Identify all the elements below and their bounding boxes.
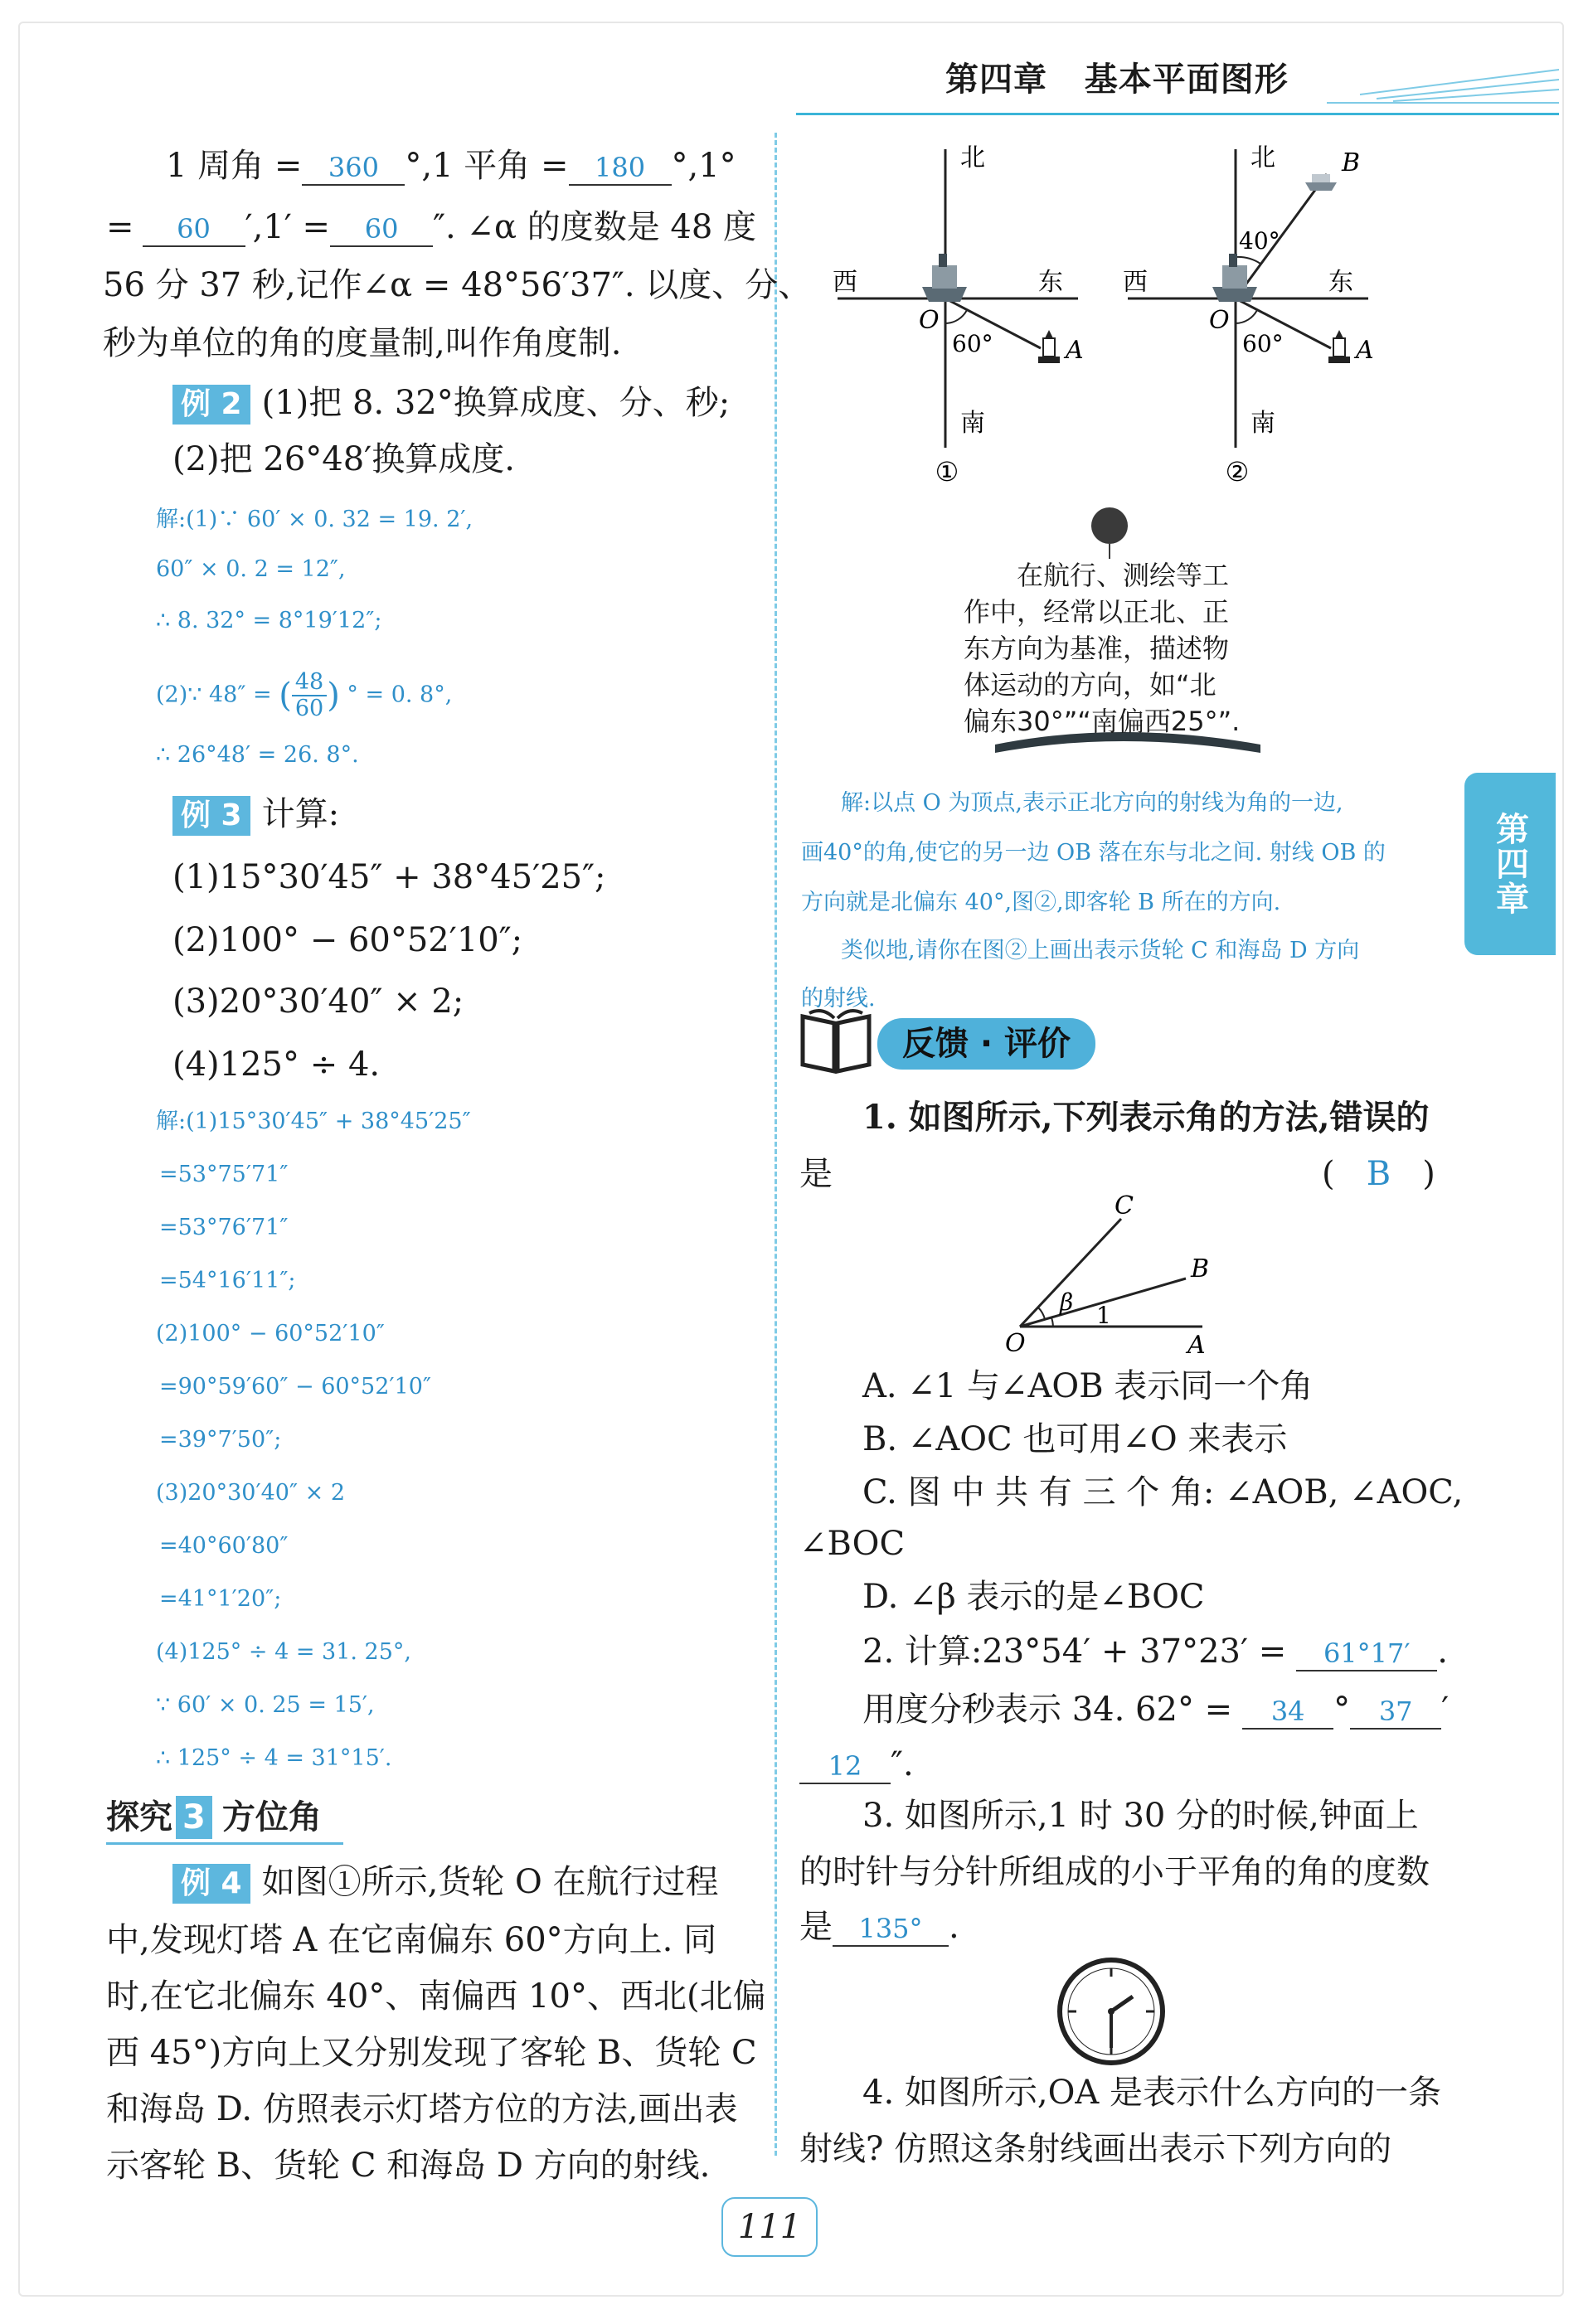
question-2-line-1: 2. 计算:23°54′ + 37°23′ = 61°17′ . — [862, 1633, 1449, 1671]
label-angle-40: 40° — [1239, 227, 1280, 255]
fraction-numerator: 48 — [292, 670, 327, 696]
explore-topic: 方位角 — [221, 1798, 322, 1836]
question-3-line-3: 是 135° . — [799, 1908, 959, 1946]
callout-line: 体运动的方向，如“北 — [964, 669, 1216, 701]
lighthouse-icon — [1328, 330, 1350, 363]
example-4-line-6: 示客轮 B、货轮 C 和海岛 D 方向的射线. — [106, 2147, 711, 2185]
fraction-denominator: 60 — [294, 696, 324, 721]
question-2-line-3: 12 ″. — [799, 1744, 914, 1784]
label-one: 1 — [1096, 1302, 1111, 1329]
example-3-prompt: 例 3 计算: — [172, 794, 339, 836]
example-3-solution-line: =41°1′20″; — [159, 1586, 282, 1612]
example-4-solution-line: 画40°的角,使它的另一边 OB 落在东与北之间. 射线 OB 的 — [801, 840, 1386, 866]
example-2-q2: (2)把 26°48′换算成度. — [172, 440, 515, 478]
example-2-solution-5: ∴ 26°48′ = 26. 8°. — [156, 742, 359, 768]
example-3-solution-line: (2)100° − 60°52′10″ — [156, 1321, 385, 1346]
feedback-title: 反馈 · 评价 — [877, 1018, 1095, 1070]
example-4-solution-line: 解:以点 O 为顶点,表示正北方向的射线为角的一边, — [841, 790, 1343, 816]
example-4-solution-line: 的射线. — [801, 986, 876, 1012]
page-number: 111 — [721, 2197, 818, 2257]
label-beta: β — [1060, 1288, 1074, 1316]
angle-figure — [995, 1194, 1244, 1360]
blank-180: 180 — [569, 151, 672, 186]
blank-360: 360 — [302, 151, 405, 186]
example-4-line-3: 时,在它北偏东 40°、南偏西 10°、西北(北偏 — [106, 1977, 766, 2016]
example-3-solution-line: =53°76′71″ — [159, 1215, 289, 1240]
callout-line: 偏东30°”“南偏西25°”. — [964, 706, 1241, 737]
label-east: 东 — [1328, 268, 1353, 297]
example-3-solution-line: ∵ 60′ × 0. 25 = 15′, — [156, 1692, 375, 1718]
intro-line-1: 1 周角 = 360 °,1 平角 = 180 °,1° — [166, 147, 736, 185]
compass-figure-2 — [1111, 133, 1393, 506]
question-1-answer-bracket: ( B ) — [1322, 1155, 1435, 1193]
question-3-answer: 135° — [833, 1912, 949, 1947]
chapter-header — [945, 53, 1289, 100]
label-o: O — [919, 306, 940, 335]
example-2-solution-4: (2)∵ 48″ = ( $\frac{48}{60}$ ) ° = 0. 8°, — [156, 669, 453, 721]
explore-number: 3 — [176, 1796, 212, 1839]
example-4-badge: 例 4 — [172, 1864, 250, 1904]
lighthouse-icon — [1038, 330, 1060, 363]
question-2-answer-degrees: 34 — [1242, 1695, 1333, 1730]
question-1-line-2: 是 ( B ) — [799, 1155, 1435, 1193]
question-3-line-2: 的时针与分针所组成的小于平角的角的度数 — [799, 1853, 1430, 1891]
example-2-solution-3: ∴ 8. 32° = 8°19′12″; — [156, 608, 382, 633]
example-3-solution-line: =40°60′80″ — [159, 1533, 289, 1559]
ship-icon — [922, 254, 967, 302]
question-4-line-2: 射线? 仿照这条射线画出表示下列方向的 — [799, 2130, 1392, 2168]
blank-60-min: 60 — [143, 212, 245, 247]
question-1-option-d: D. ∠β 表示的是∠BOC — [862, 1578, 1205, 1616]
intro-line-3: 56 分 37 秒,记作∠α = 48°56′37″. 以度、分、 — [103, 266, 812, 304]
example-4-line-1: 例 4 如图①所示,货轮 O 在航行过程 — [172, 1862, 719, 1904]
example-3-q3: (3)20°30′40″ × 2; — [172, 982, 464, 1021]
label-west: 西 — [1123, 268, 1148, 297]
example-4-line-2: 中,发现灯塔 A 在它南偏东 60°方向上. 同 — [106, 1921, 717, 1959]
label-o: O — [1209, 306, 1230, 335]
label-south: 南 — [960, 409, 985, 438]
question-1-answer: B — [1366, 1155, 1391, 1193]
label-a: A — [1066, 336, 1084, 365]
chapter-number: 第四章 — [945, 61, 1047, 99]
chapter-title: 基本平面图形 — [1084, 61, 1289, 99]
callout-line: 作中，经常以正北、正 — [964, 596, 1230, 628]
label-south: 南 — [1250, 409, 1275, 438]
callout-line: 在航行、测绘等工 — [1017, 560, 1230, 591]
question-4-line-1: 4. 如图所示,OA 是表示什么方向的一条 — [862, 2074, 1441, 2112]
question-1-option-c: C. 图 中 共 有 三 个 角: ∠AOB, ∠AOC, — [862, 1473, 1464, 1511]
callout-line: 东方向为基准，描述物 — [964, 633, 1230, 664]
example-3-solution-line: =54°16′11″; — [159, 1268, 296, 1293]
question-2-answer-1: 61°17′ — [1296, 1637, 1437, 1671]
example-3-q2: (2)100° − 60°52′10″; — [172, 921, 523, 959]
question-2-line-2: 用度分秒表示 34. 62° = 34 ° 37 ′ — [862, 1691, 1450, 1729]
label-b: B — [1342, 148, 1361, 177]
explore-underline — [106, 1842, 343, 1845]
clock-icon — [1053, 1953, 1169, 2069]
figure-2-number: ② — [1225, 456, 1250, 488]
compass-figure-1 — [821, 133, 1103, 506]
figure-1-number: ① — [935, 456, 959, 488]
example-3-solution-line: =53°75′71″ — [159, 1162, 289, 1187]
question-1-line-1: 1. 如图所示,下列表示角的方法,错误的 — [862, 1098, 1430, 1137]
example-2-solution-1: 解:(1)∵ 60′ × 0. 32 = 19. 2′, — [156, 507, 473, 532]
example-4-solution-line: 类似地,请你在图②上画出表示货轮 C 和海岛 D 方向 — [841, 938, 1360, 963]
question-1-option-c-cont: ∠BOC — [799, 1525, 906, 1563]
question-2-answer-minutes: 37 — [1350, 1695, 1441, 1730]
example-2-badge: 例 2 — [172, 385, 250, 425]
example-3-badge: 例 3 — [172, 796, 250, 836]
explore-3-title — [106, 1796, 322, 1839]
label-north: 北 — [1250, 143, 1275, 172]
chapter-side-tab: 第四章 — [1464, 773, 1556, 955]
example-3-solution-line: 解:(1)15°30′45″ + 38°45′25″ — [156, 1109, 471, 1134]
example-2-solution-2: 60″ × 0. 2 = 12″, — [156, 556, 346, 582]
label-north: 北 — [960, 143, 985, 172]
label-west: 西 — [833, 268, 857, 297]
example-4-line-4: 西 45°)方向上又分别发现了客轮 B、货轮 C — [106, 2034, 757, 2072]
example-3-solution-line: (3)20°30′40″ × 2 — [156, 1480, 345, 1506]
scroll-knob-icon — [1091, 507, 1128, 544]
question-3-line-1: 3. 如图所示,1 时 30 分的时候,钟面上 — [862, 1797, 1419, 1835]
label-o: O — [1005, 1329, 1026, 1358]
example-4-line-5: 和海岛 D. 仿照表示灯塔方位的方法,画出表 — [106, 2090, 738, 2128]
label-c: C — [1115, 1194, 1134, 1220]
example-3-solution-line: =39°7′50″; — [159, 1427, 282, 1453]
intro-line-2: = 60 ′,1′ = 60 ″. ∠α 的度数是 48 度 — [106, 208, 757, 246]
question-1-option-a: A. ∠1 与∠AOB 表示同一个角 — [862, 1367, 1314, 1405]
example-3-solution-line: (4)125° ÷ 4 = 31. 25°, — [156, 1639, 411, 1665]
example-2-q1: 例 2 (1)把 8. 32°换算成度、分、秒; — [172, 383, 730, 425]
example-3-q4: (4)125° ÷ 4. — [172, 1046, 381, 1084]
column-divider — [775, 133, 777, 2156]
book-icon — [798, 1005, 874, 1076]
passenger-ship-icon — [1305, 174, 1337, 191]
example-3-solution-line: =90°59′60″ − 60°52′10″ — [159, 1374, 431, 1400]
explore-label: 探究 — [106, 1798, 172, 1836]
label-a: A — [1187, 1331, 1206, 1360]
label-angle-60: 60° — [952, 330, 993, 357]
intro-line-4: 秒为单位的角的度量制,叫作角度制. — [103, 324, 622, 362]
question-1-option-b: B. ∠AOC 也可用∠O 来表示 — [862, 1420, 1288, 1458]
label-a: A — [1356, 336, 1374, 365]
blank-60-sec: 60 — [330, 212, 433, 247]
question-2-answer-seconds: 12 — [799, 1749, 891, 1784]
header-rule — [796, 113, 1559, 115]
header-decoration — [1327, 61, 1559, 111]
example-4-solution-line: 方向就是北偏东 40°,图②,即客轮 B 所在的方向. — [801, 890, 1281, 915]
label-east: 东 — [1038, 268, 1063, 297]
example-3-q1: (1)15°30′45″ + 38°45′25″; — [172, 858, 606, 896]
label-angle-60: 60° — [1242, 330, 1284, 357]
example-3-solution-line: ∴ 125° ÷ 4 = 31°15′. — [156, 1745, 392, 1771]
label-b: B — [1191, 1254, 1210, 1283]
